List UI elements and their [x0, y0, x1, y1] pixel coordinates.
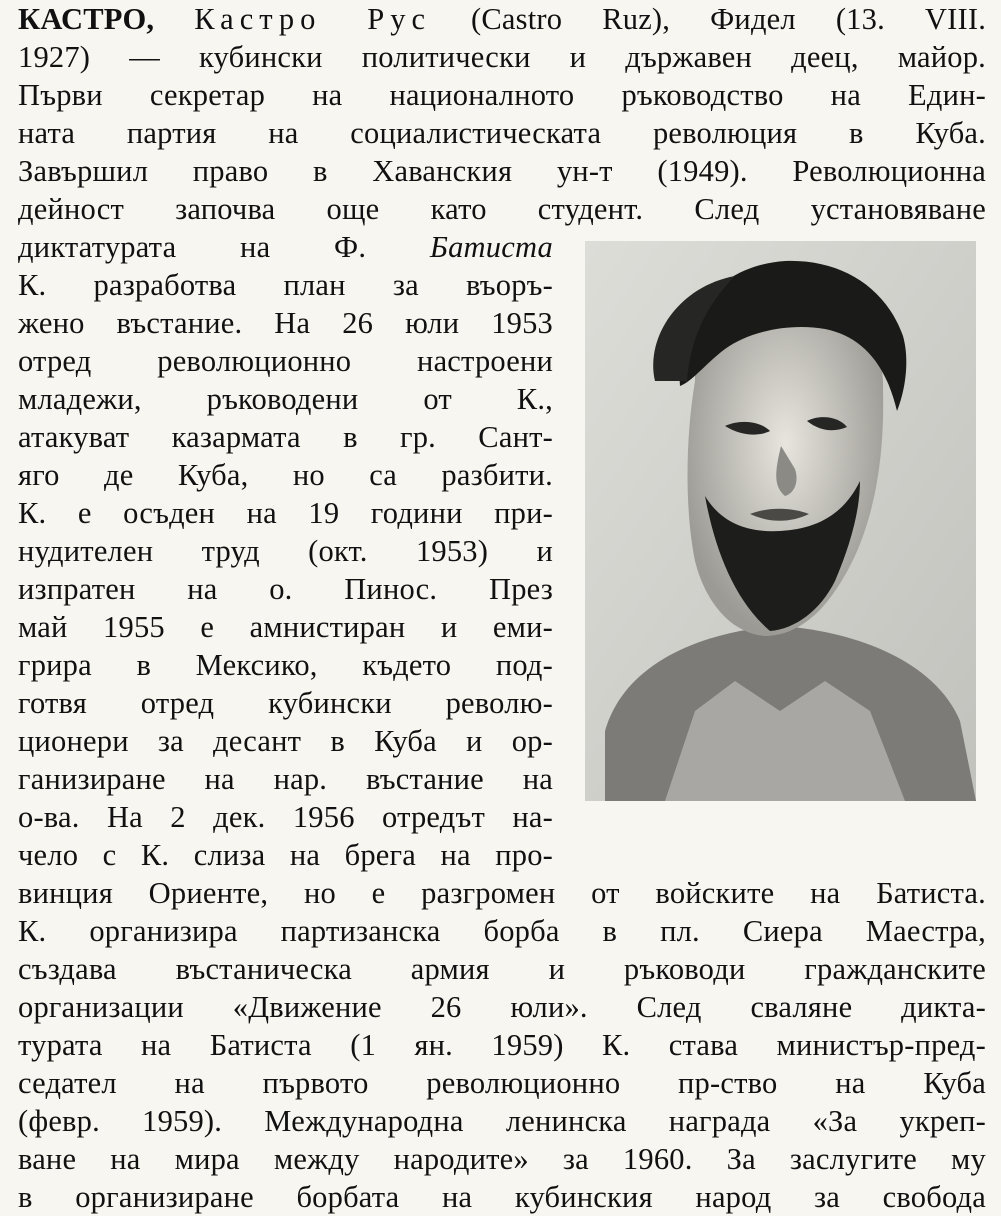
- article-line-23: чело с К. слиза на брега на про-: [18, 838, 553, 872]
- article-line-6: дейност започва още като студент. След установяване: [18, 192, 986, 226]
- line-1-rest: (Castro Ruz), Фидел (13. VIII.: [471, 2, 987, 36]
- headword: КАСТРО,: [18, 2, 155, 36]
- line-7-start: диктатурата на Ф.: [18, 230, 367, 264]
- article-line-15: нудителен труд (окт. 1953) и: [18, 534, 553, 568]
- article-line-10: отред революционно настроени: [18, 344, 553, 378]
- article-line-21: ганизиране на нар. въстание на: [18, 762, 553, 796]
- article-line-14: К. е осъден на 19 години при-: [18, 496, 553, 530]
- article-line-17: май 1955 е амнистиран и еми-: [18, 610, 553, 644]
- article-line-7: [18, 228, 553, 266]
- article-line-28: турата на Батиста (1 ян. 1959) К. става министър-пред-: [18, 1028, 986, 1062]
- article-line-31: ване на мира между народите» за 1960. За заслугите му: [18, 1142, 986, 1176]
- article-line-29: седател на първото революционно пр-ство на Куба: [18, 1066, 986, 1100]
- article-line-19: готвя отред кубински револю-: [18, 686, 553, 720]
- article-line-25: К. организира партизанска борба в пл. Сиера Маестра,: [18, 914, 986, 948]
- article-line-3: Първи секретар на националното ръководство на Един-: [18, 78, 986, 112]
- article-line-24: винция Ориенте, но е разгромен от войските на Батиста.: [18, 876, 986, 910]
- article-line-1: [18, 0, 986, 38]
- article-line-4: ната партия на социалистическата революция в Куба.: [18, 116, 986, 150]
- article-line-22: о-ва. На 2 дек. 1956 отредът на-: [18, 800, 553, 834]
- headword-alt: Кастро Рус: [194, 2, 431, 36]
- article-line-30: (февр. 1959). Международна ленинска награда «За укреп-: [18, 1104, 986, 1138]
- line-7-italic: Батиста: [429, 230, 553, 264]
- article-line-32: в организиране борбата на кубинския народ за свобода: [18, 1180, 986, 1214]
- article-line-20: ционери за десант в Куба и ор-: [18, 724, 553, 758]
- article-line-5: Завършил право в Хаванския ун-т (1949). Революционна: [18, 154, 986, 188]
- article-line-9: жено въстание. На 26 юли 1953: [18, 306, 553, 340]
- article-line-13: яго де Куба, но са разбити.: [18, 458, 553, 492]
- article-line-2: 1927) — кубински политически и държавен деец, майор.: [18, 40, 986, 74]
- article-line-11: младежи, ръководени от К.,: [18, 382, 553, 416]
- article-line-26: създава въстаническа армия и ръководи гражданските: [18, 952, 986, 986]
- article-line-27: организации «Движение 26 юли». След сваляне дикта-: [18, 990, 986, 1024]
- portrait-photo: [585, 241, 976, 801]
- article-line-12: атакуват казармата в гр. Сант-: [18, 420, 553, 454]
- article-line-8: К. разработва план за въоръ-: [18, 268, 553, 302]
- article-line-16: изпратен на о. Пинос. През: [18, 572, 553, 606]
- portrait-illustration: [585, 241, 976, 801]
- article-line-18: грира в Мексико, където под-: [18, 648, 553, 682]
